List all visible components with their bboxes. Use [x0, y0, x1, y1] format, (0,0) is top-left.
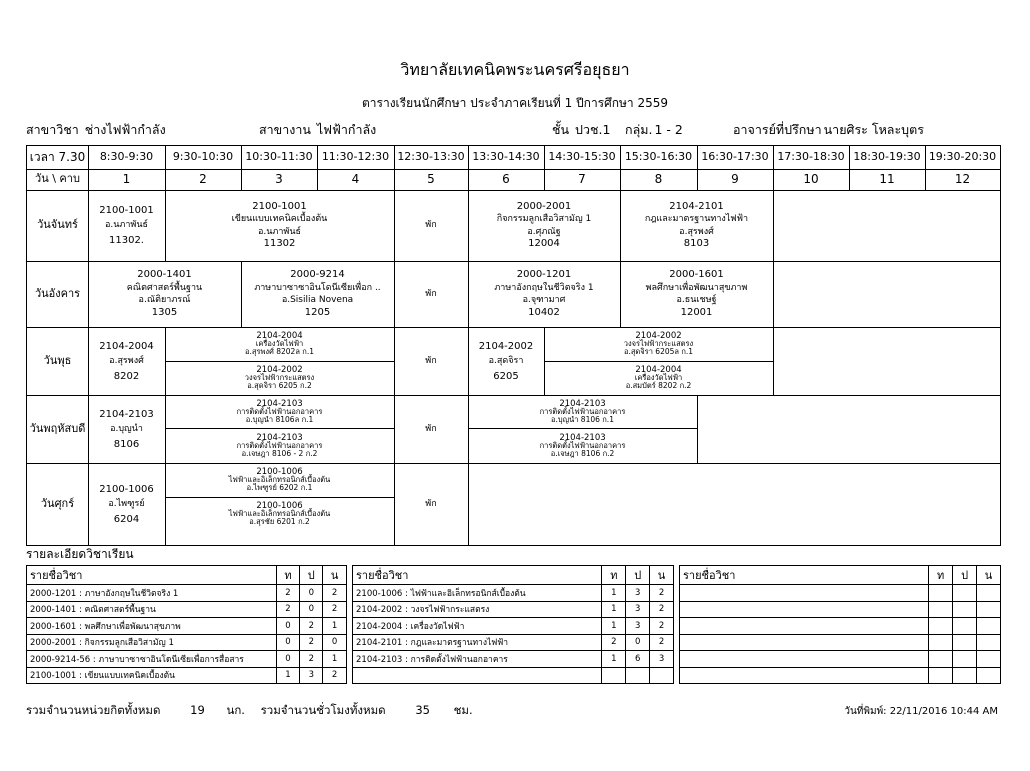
group-label: กลุ่ม. [625, 122, 653, 137]
period-number: 3 [275, 171, 283, 186]
col-subject-name: รายชื่อวิชา [353, 566, 602, 585]
course-block-group-2 [165, 428, 394, 463]
subject-name-cell: 2100-1006 : ไฟฟ้าและอิเล็กทรอนิกส์เบื้องต้น [353, 585, 602, 602]
course-teacher-room: อ.เจษฎา 8106 - 2 ก.2 [241, 448, 318, 458]
subject-name-cell: 2000-9214-56 : ภาษาบาซาซาอินโดนีเซียเพื่อการสื่อสาร [27, 651, 277, 668]
course-teacher: อ.ไพฑูรย์ [108, 498, 145, 509]
subject-credits-cell [977, 601, 1001, 618]
subject-name-cell: 2104-2103 : การติดตั้งไฟฟ้านอกอาคาร [353, 651, 602, 668]
course-code: 2000-1601 [669, 269, 724, 280]
subject-name-cell: 2000-1401 : คณิตศาสตร์พื้นฐาน [27, 601, 277, 618]
subject-theory-cell: 1 [602, 651, 626, 668]
table-row [27, 667, 347, 684]
course-room: 12004 [528, 238, 560, 249]
subject-theory-cell [929, 651, 953, 668]
course-teacher-room: อ.สุดจิรา 6205ล ก.1 [623, 347, 694, 356]
subject-practice-cell: 0 [300, 601, 323, 618]
course-teacher: อ.บุญนำ [110, 423, 143, 434]
subject-name-cell [680, 601, 929, 618]
advisor [733, 120, 930, 140]
course-code: 2100-1001 [252, 200, 307, 212]
subject-theory-cell: 2 [602, 634, 626, 651]
period-label: วัน \ คาบ [35, 172, 80, 186]
class-group [625, 120, 689, 140]
subject-details-title: รายละเอียดวิชาเรียน [26, 547, 134, 561]
col-credits: น [650, 566, 674, 585]
break-cell: พัก [425, 423, 437, 434]
period-number: 2 [199, 171, 207, 186]
course-room: 11302 [263, 238, 296, 249]
course-teacher-room: อ.ไพฑูรย์ 6202 ก.1 [246, 483, 313, 492]
course-code: 2104-2004 [99, 340, 154, 352]
time-slot: 8:30-9:30 [99, 150, 154, 164]
col-theory: ท [929, 566, 953, 585]
subject-theory-cell: 2 [276, 601, 300, 618]
subject-practice-cell: 3 [626, 618, 650, 635]
subject-name-cell [680, 634, 929, 651]
col-practice: ป [953, 566, 977, 585]
table-row [27, 634, 347, 651]
subject-credits-cell: 0 [323, 634, 347, 651]
subject-practice-cell: 2 [300, 634, 323, 651]
time-slot: 17:30-18:30 [777, 150, 845, 164]
course-name: กฎและมาตรฐานทางไฟฟ้า [644, 214, 749, 224]
course-code: 2000-2001 [516, 200, 572, 212]
subject-practice-cell: 2 [300, 651, 323, 668]
table-row [680, 651, 1001, 668]
subject-theory-cell: 1 [276, 667, 300, 684]
subject-name-cell [680, 667, 929, 684]
col-subject-name: รายชื่อวิชา [27, 566, 277, 585]
table-row [353, 601, 674, 618]
subject-theory-cell: 0 [276, 651, 300, 668]
course-block [88, 463, 165, 545]
course-room: 1205 [304, 306, 331, 318]
table-row [27, 651, 347, 668]
course-teacher: อ.สุรพงศ์ [109, 355, 144, 366]
subject-credits-cell: 2 [650, 618, 674, 635]
course-teacher-room: อ.บุญนำ 8106ล ก.1 [245, 414, 314, 424]
course-block-group-1 [468, 395, 697, 428]
break-cell: พัก [425, 498, 437, 509]
table-row [680, 634, 1001, 651]
course-name: ภาษาบาซาซาอินโดนีเซียเพื่อก .. [254, 282, 381, 293]
col-theory: ท [602, 566, 626, 585]
subject-theory-cell: 1 [602, 618, 626, 635]
subject-table-3 [679, 565, 1001, 684]
table-row [353, 651, 674, 668]
course-teacher: อ.สุรพงศ์ [679, 226, 714, 237]
course-name: เครื่องวัดไฟฟ้า [255, 339, 304, 348]
course-teacher: อ.นภาพันธ์ [258, 226, 301, 237]
table-row [27, 585, 347, 602]
subject-name-cell: 2104-2002 : วงจรไฟฟ้ากระแสตรง [353, 601, 602, 618]
period-number: 1 [122, 171, 131, 186]
subject-practice-cell: 6 [626, 651, 650, 668]
subject-practice-cell: 0 [626, 634, 650, 651]
col-subject-name: รายชื่อวิชา [680, 566, 929, 585]
time-slot: 18:30-19:30 [853, 150, 921, 164]
subject-credits-cell [977, 667, 1001, 684]
subject-credits-cell: 2 [650, 601, 674, 618]
subject-practice-cell: 3 [626, 601, 650, 618]
time-slot: 13:30-14:30 [472, 150, 540, 164]
break-cell: พัก [425, 220, 437, 231]
course-block-group-2 [468, 428, 697, 463]
subject-practice-cell: 0 [300, 585, 323, 602]
level-value: ปวช.1 [575, 122, 611, 137]
subject-theory-cell: 0 [276, 634, 300, 651]
course-teacher: อ.ศุภณัฐ [527, 226, 561, 237]
day-friday: วันศุกร์ [40, 496, 75, 510]
course-name: ไฟฟ้าและอิเล็กทรอนิกส์เบื้องต้น [228, 509, 331, 518]
col-theory: ท [276, 566, 300, 585]
credits-label: รวมจำนวนหน่วยกิตทั้งหมด [26, 703, 161, 717]
course-code: 2000-1401 [137, 269, 192, 280]
subject-credits-cell: 1 [323, 618, 347, 635]
table-row [353, 585, 674, 602]
subject-name-cell: 2104-2101 : กฎและมาตรฐานทางไฟฟ้า [353, 634, 602, 651]
course-block [88, 327, 165, 395]
course-code: 2104-2103 [99, 408, 154, 420]
period-number: 5 [427, 171, 435, 186]
hours-label: รวมจำนวนชั่วโมงทั้งหมด [260, 703, 386, 717]
subject-theory-cell: 1 [602, 601, 626, 618]
course-name: การติดตั้งไฟฟ้านอกอาคาร [539, 440, 626, 450]
subject-credits-cell [977, 585, 1001, 602]
course-code: 2100-1001 [99, 205, 154, 216]
time-slot: 14:30-15:30 [548, 150, 616, 164]
subject-practice-cell [953, 618, 977, 635]
subject-credits-cell [650, 667, 674, 684]
course-block [165, 190, 394, 261]
course-teacher: อ.นภาพันธ์ [105, 220, 148, 230]
course-code: 2100-1006 [99, 483, 154, 495]
course-teacher-room: อ.สุรพงศ์ 8202ล ก.1 [244, 347, 314, 356]
subject-credits-cell: 2 [323, 601, 347, 618]
work-field-value: ไฟฟ้ากำลัง [316, 122, 377, 137]
subject-table-1 [26, 565, 347, 684]
course-name: เขียนแบบเทคนิคเบื้องต้น [231, 214, 328, 224]
day-wednesday: วันพุธ [43, 353, 72, 367]
hours-unit: ชม. [453, 703, 473, 717]
subject-credits-cell: 2 [323, 585, 347, 602]
course-code: 2100-1006 [256, 501, 303, 511]
table-row [353, 634, 674, 651]
course-code: 2104-2103 [559, 432, 606, 443]
department-label: สาขาวิชา [26, 122, 79, 137]
level-label: ชั้น [552, 122, 570, 137]
subject-theory-cell [929, 634, 953, 651]
subject-theory-cell [929, 601, 953, 618]
table-row [680, 585, 1001, 602]
time-slot: 19:30-20:30 [928, 150, 997, 164]
subject-practice-cell: 3 [300, 667, 323, 684]
table-row [680, 601, 1001, 618]
table-row [680, 667, 1001, 684]
period-number: 8 [654, 171, 663, 186]
schedule-subtitle: ตารางเรียนนักศึกษา ประจำภาคเรียนที่ 1 ปีการศึกษา 2559 [361, 96, 669, 110]
course-name: คณิตศาสตร์พื้นฐาน [126, 282, 203, 293]
group-value: 1 - 2 [654, 122, 683, 137]
course-room: 8103 [683, 238, 710, 249]
credits-value: 19 [190, 703, 205, 717]
subject-credits-cell: 2 [650, 585, 674, 602]
subject-practice-cell [626, 667, 650, 684]
work-field-label: สาขางาน [259, 122, 311, 137]
subject-theory-cell [602, 667, 626, 684]
course-room: 8106 [113, 438, 140, 450]
time-slot: 15:30-16:30 [624, 150, 693, 164]
period-number: 4 [351, 171, 360, 186]
department-value: ช่างไฟฟ้ากำลัง [84, 122, 166, 137]
course-block [88, 261, 241, 327]
print-date: วันที่พิมพ์: 22/11/2016 10:44 AM [844, 706, 998, 717]
table-row [353, 618, 674, 635]
totals-footer [26, 702, 473, 720]
course-block [241, 261, 394, 327]
subject-practice-cell [953, 601, 977, 618]
time-slot: 11:30-12:30 [321, 150, 390, 164]
col-practice: ป [626, 566, 650, 585]
college-title: วิทยาลัยเทคนิคพระนครศรีอยุธยา [400, 60, 630, 79]
course-room: 6204 [113, 513, 140, 525]
subject-name-cell: 2000-1201 : ภาษาอังกฤษในชีวิตจริง 1 [27, 585, 277, 602]
col-credits: น [977, 566, 1001, 585]
course-name: ภาษาอังกฤษในชีวิตจริง 1 [494, 282, 594, 293]
time-label: เวลา 7.30 [29, 149, 86, 164]
course-teacher-room: อ.เจษฎา 8106 ก.2 [550, 448, 615, 458]
subject-name-cell [680, 585, 929, 602]
table-row [680, 618, 1001, 635]
period-number: 7 [578, 171, 586, 186]
table-row [27, 618, 347, 635]
course-room: 11302. [109, 235, 144, 246]
course-teacher: อ.ณัติยาภรณ์ [138, 295, 191, 305]
subject-theory-cell: 0 [276, 618, 300, 635]
subject-credits-cell: 3 [650, 651, 674, 668]
subject-credits-cell: 2 [323, 667, 347, 684]
subject-practice-cell: 3 [626, 585, 650, 602]
course-block-group-2 [165, 497, 394, 531]
period-number: 9 [731, 171, 739, 186]
subject-name-cell [680, 651, 929, 668]
course-code: 2104-2002 [256, 365, 303, 375]
time-slot: 10:30-11:30 [245, 150, 313, 164]
course-code: 2104-2101 [669, 200, 724, 212]
course-code: 2104-2103 [256, 432, 303, 443]
course-name: การติดตั้งไฟฟ้านอกอาคาร [236, 406, 323, 416]
course-teacher-room: อ.สุดจิรา 6205 ก.2 [247, 381, 312, 390]
department [26, 120, 172, 140]
course-block-group-2 [544, 361, 773, 395]
course-name: วงจรไฟฟ้ากระแสตรง [623, 339, 694, 348]
course-teacher-room: อ.สุรชัย 6201 ก.2 [249, 517, 310, 526]
hours-value: 35 [415, 703, 430, 717]
course-block-group-2 [165, 361, 394, 395]
break-cell: พัก [425, 288, 437, 299]
course-room: 10402 [528, 306, 560, 318]
course-block-group-1 [544, 327, 773, 361]
subject-name-cell: 2000-2001 : กิจกรรมลูกเสือวิสามัญ 1 [27, 634, 277, 651]
course-code: 2104-2004 [635, 365, 682, 375]
course-teacher: อ.ธนเชษฐ์ [676, 295, 717, 305]
course-name: พลศึกษาเพื่อพัฒนาสุขภาพ [645, 282, 748, 293]
credits-unit: นก. [226, 703, 245, 717]
advisor-label: อาจารย์ที่ปรึกษา [733, 122, 822, 137]
subject-theory-cell: 1 [602, 585, 626, 602]
period-number: 10 [803, 171, 819, 186]
course-name: การติดตั้งไฟฟ้านอกอาคาร [539, 406, 626, 416]
course-code: 2000-1201 [516, 269, 572, 280]
day-monday: วันจันทร์ [37, 218, 78, 232]
course-room: 12001 [680, 306, 713, 318]
course-block [620, 190, 773, 261]
subject-name-cell [353, 667, 602, 684]
time-slot: 9:30-10:30 [172, 150, 234, 164]
course-block [468, 190, 620, 261]
course-name: กิจกรรมลูกเสือวิสามัญ 1 [496, 214, 592, 224]
table-row [353, 667, 674, 684]
period-number: 11 [879, 171, 895, 186]
course-teacher: อ.จุฑามาศ [522, 295, 566, 305]
course-code: 2000-9214 [290, 269, 345, 280]
time-slot: 16:30-17:30 [701, 150, 769, 164]
course-teacher: อ.สุดจิรา [488, 355, 524, 366]
subject-credits-cell [977, 651, 1001, 668]
day-tuesday: วันอังคาร [34, 286, 81, 300]
col-credits: น [323, 566, 347, 585]
period-number: 6 [502, 171, 510, 186]
course-block [468, 327, 544, 395]
subject-practice-cell [953, 651, 977, 668]
col-practice: ป [300, 566, 323, 585]
subject-theory-cell [929, 667, 953, 684]
course-code: 2100-1006 [256, 467, 303, 477]
subject-table-2 [352, 565, 674, 684]
subject-credits-cell: 1 [323, 651, 347, 668]
course-code: 2104-2004 [256, 331, 303, 341]
subject-name-cell: 2100-1001 : เขียนแบบเทคนิคเบื้องต้น [27, 667, 277, 684]
class-level [552, 120, 616, 140]
subject-practice-cell [953, 667, 977, 684]
subject-practice-cell: 2 [300, 618, 323, 635]
subject-credits-cell: 2 [650, 634, 674, 651]
subject-credits-cell [977, 618, 1001, 635]
subject-name-cell: 2104-2004 : เครื่องวัดไฟฟ้า [353, 618, 602, 635]
subject-credits-cell [977, 634, 1001, 651]
course-block-group-1 [165, 463, 394, 497]
course-code: 2104-2002 [635, 331, 682, 341]
subject-name-cell: 2000-1601 : พลศึกษาเพื่อพัฒนาสุขภาพ [27, 618, 277, 635]
advisor-value: นายศิระ โหละบุตร [823, 122, 924, 137]
course-name: วงจรไฟฟ้ากระแสตรง [244, 373, 315, 382]
subject-theory-cell [929, 618, 953, 635]
subject-practice-cell [953, 634, 977, 651]
course-name: เครื่องวัดไฟฟ้า [634, 373, 683, 382]
course-block-group-1 [165, 395, 394, 428]
period-number: 12 [954, 171, 971, 186]
course-teacher: อ.Sisilia Novena [281, 295, 354, 305]
course-name: การติดตั้งไฟฟ้านอกอาคาร [236, 440, 323, 450]
subject-theory-cell: 2 [276, 585, 300, 602]
break-cell: พัก [425, 355, 437, 366]
course-room: 8202 [113, 370, 140, 382]
course-code: 2104-2002 [478, 340, 534, 352]
time-slot: 12:30-13:30 [397, 150, 465, 164]
course-block-group-1 [165, 327, 394, 361]
course-teacher-room: อ.บุญนำ 8106 ก.1 [551, 414, 614, 424]
course-room: 1305 [151, 306, 178, 318]
course-code: 2104-2103 [256, 398, 303, 409]
subject-practice-cell [953, 585, 977, 602]
course-block [620, 261, 773, 327]
work-field [259, 120, 382, 140]
course-name: ไฟฟ้าและอิเล็กทรอนิกส์เบื้องต้น [228, 475, 331, 484]
subject-name-cell [680, 618, 929, 635]
course-block [88, 190, 165, 261]
course-block [88, 395, 165, 463]
course-code: 2104-2103 [559, 398, 606, 409]
day-thursday: วันพฤหัสบดี [29, 421, 86, 435]
timetable [26, 145, 1001, 546]
course-block [468, 261, 620, 327]
subject-theory-cell [929, 585, 953, 602]
course-room: 6205 [493, 370, 519, 382]
course-teacher-room: อ.สมบัตร์ 8202 ก.2 [625, 381, 692, 390]
table-row [27, 601, 347, 618]
